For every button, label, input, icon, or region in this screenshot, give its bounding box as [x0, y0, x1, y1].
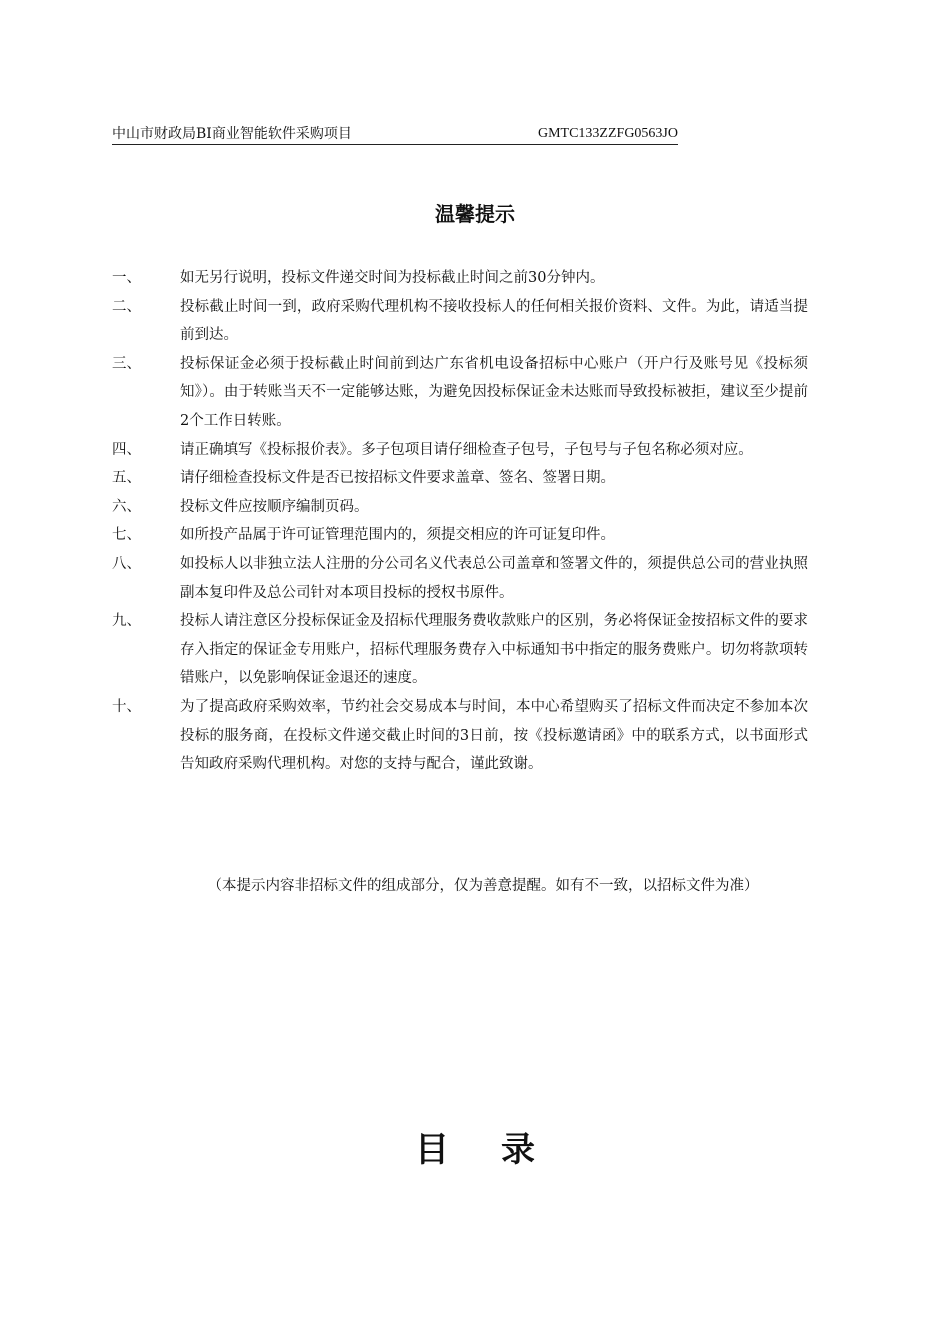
notice-item-number: 六、	[112, 498, 141, 515]
notice-item-text: 为了提高政府采购效率，节约社会交易成本与时间，本中心希望购买了招标文件而决定不参加本次投标的服务商，在投标文件递交截止时间的3日前，按《投标邀请函》中的联系方式，以书面形式告知政府采购代理机构。对您的支持与配合，谨此致谢。	[180, 698, 808, 773]
page-header	[112, 124, 678, 145]
notice-item-text: 如投标人以非独立法人注册的分公司名义代表总公司盖章和签署文件的，须提供总公司的营业执照副本复印件及总公司针对本项目投标的授权书原件。	[180, 555, 808, 601]
notice-item	[112, 693, 808, 779]
notice-title: 温馨提示	[435, 202, 515, 226]
notice-item	[112, 264, 808, 293]
notice-item-text: 请仔细检查投标文件是否已按招标文件要求盖章、签名、签署日期。	[180, 470, 615, 487]
disclaimer-note: （本提示内容非招标文件的组成部分，仅为善意提醒。如有不一致，以招标文件为准）	[207, 878, 759, 894]
header-project-code: GMTC133ZZFG0563JO	[537, 126, 678, 141]
notice-item	[112, 293, 808, 350]
notice-item-number: 十、	[112, 698, 141, 715]
notice-item-text: 如所投产品属于许可证管理范围内的，须提交相应的许可证复印件。	[180, 527, 615, 544]
notice-item	[112, 550, 808, 607]
header-project-name: 中山市财政局BI商业智能软件采购项目	[112, 126, 352, 142]
notice-item-text: 投标保证金必须于投标截止时间前到达广东省机电设备招标中心账户（开户行及账号见《投标须知》）。由于转账当天不一定能够达账，为避免因投标保证金未达账而导致投标被拒，建议至少提前2个工作日转账。	[180, 355, 808, 429]
notice-item-text: 投标人请注意区分投标保证金及招标代理服务费收款账户的区别，务必将保证金按招标文件的要求存入指定的保证金专用账户，招标代理服务费存入中标通知书中指定的服务费账户。切勿将款项转错账户，以免影响保证金退还的速度。	[180, 613, 808, 687]
notice-item-text: 如无另行说明，投标文件递交时间为投标截止时间之前30分钟内。	[180, 270, 605, 286]
notice-item-text: 投标截止时间一到，政府采购代理机构不接收投标人的任何相关报价资料、文件。为此，请适当提前到达。	[180, 298, 808, 344]
notice-item	[112, 350, 808, 436]
notice-item	[112, 607, 808, 693]
toc-title: 目录	[415, 1130, 587, 1170]
notice-item-text: 投标文件应按顺序编制页码。	[180, 498, 369, 515]
notice-list	[112, 264, 808, 779]
notice-item-number: 九、	[112, 613, 141, 630]
notice-item-number: 七、	[112, 527, 141, 544]
notice-item-number: 一、	[112, 270, 141, 286]
notice-item	[112, 493, 808, 522]
notice-item	[112, 521, 808, 550]
notice-item	[112, 464, 808, 493]
notice-item-number: 八、	[112, 555, 141, 572]
notice-item-number: 三、	[112, 355, 141, 372]
notice-item-number: 二、	[112, 298, 141, 315]
notice-item-text: 请正确填写《投标报价表》。多子包项目请仔细检查子包号，子包号与子包名称必须对应。	[180, 441, 753, 458]
notice-item-number: 四、	[112, 441, 141, 458]
notice-item	[112, 436, 808, 465]
notice-item-number: 五、	[112, 470, 141, 487]
